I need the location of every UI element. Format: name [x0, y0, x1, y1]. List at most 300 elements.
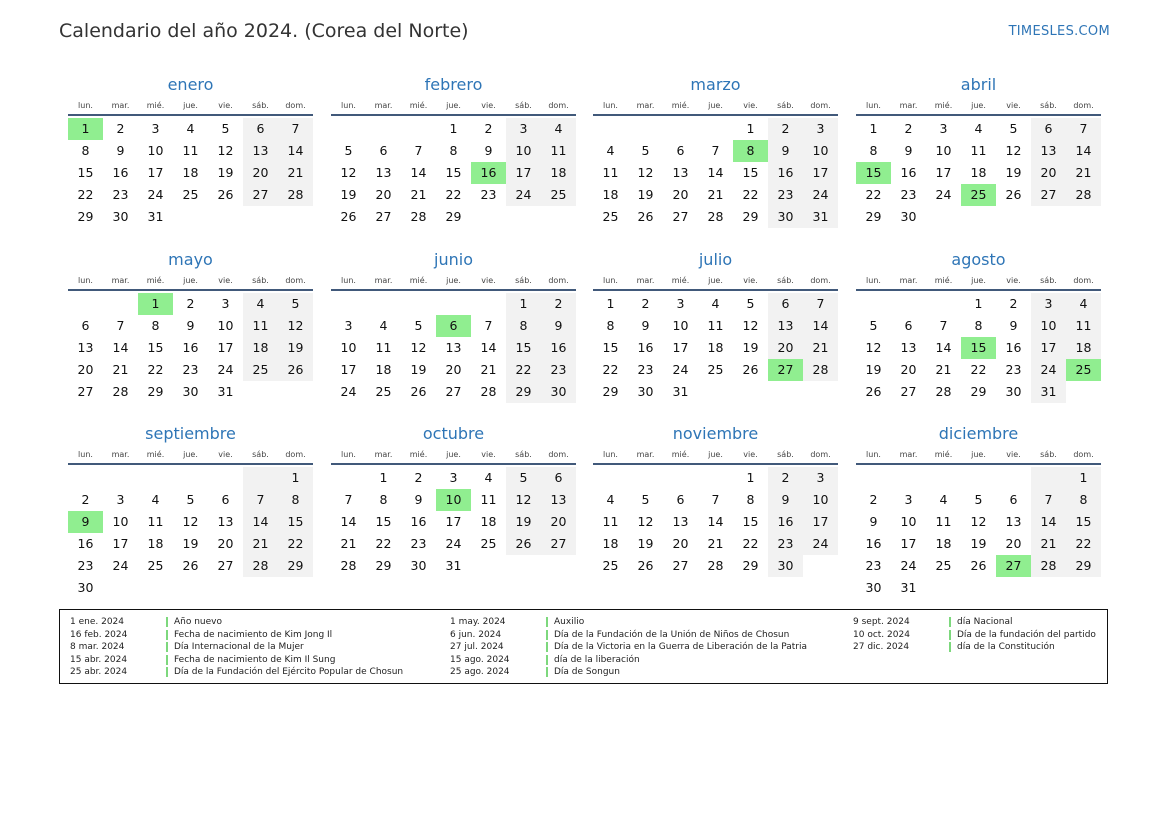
- day-cell[interactable]: 18: [182, 165, 199, 180]
- day-cell[interactable]: 28: [112, 384, 129, 399]
- day-cell[interactable]: 20: [375, 187, 392, 202]
- day-cell[interactable]: 3: [803, 467, 838, 489]
- day-cell[interactable]: 13: [77, 340, 94, 355]
- day-cell[interactable]: 4: [974, 121, 983, 136]
- day-cell[interactable]: 6: [1031, 118, 1066, 140]
- day-cell[interactable]: 24: [112, 558, 129, 573]
- day-cell[interactable]: 19: [217, 165, 234, 180]
- day-cell[interactable]: 31: [217, 384, 234, 399]
- day-cell[interactable]: 15: [278, 511, 313, 533]
- day-cell[interactable]: 8: [449, 143, 458, 158]
- day-cell[interactable]: 26: [217, 187, 234, 202]
- day-cell[interactable]: 20: [768, 337, 803, 359]
- day-cell[interactable]: 13: [243, 140, 278, 162]
- day-cell[interactable]: 22: [147, 362, 164, 377]
- day-cell[interactable]: 20: [900, 362, 917, 377]
- day-cell[interactable]: 12: [278, 315, 313, 337]
- day-cell[interactable]: 3: [151, 121, 160, 136]
- day-cell[interactable]: 10: [217, 318, 234, 333]
- day-cell[interactable]: 26: [742, 362, 759, 377]
- day-cell[interactable]: 28: [1066, 184, 1101, 206]
- day-cell[interactable]: 27: [375, 209, 392, 224]
- day-cell[interactable]: 14: [112, 340, 129, 355]
- day-cell[interactable]: 30: [768, 206, 803, 228]
- day-cell[interactable]: 2: [414, 470, 423, 485]
- day-cell[interactable]: 9: [869, 514, 878, 529]
- day-cell[interactable]: 18: [375, 362, 392, 377]
- day-cell[interactable]: 9: [541, 315, 576, 337]
- day-cell[interactable]: 25: [480, 536, 497, 551]
- day-cell[interactable]: 12: [742, 318, 759, 333]
- day-cell[interactable]: 22: [602, 362, 619, 377]
- day-cell[interactable]: 31: [445, 558, 462, 573]
- day-cell[interactable]: 7: [711, 143, 720, 158]
- day-cell[interactable]: 20: [672, 536, 689, 551]
- day-cell[interactable]: 15: [445, 165, 462, 180]
- day-cell[interactable]: 26: [410, 384, 427, 399]
- day-cell[interactable]: 12: [410, 340, 427, 355]
- day-cell[interactable]: 26: [278, 359, 313, 381]
- day-cell[interactable]: 26: [1005, 187, 1022, 202]
- day-cell[interactable]: 17: [445, 514, 462, 529]
- day-cell[interactable]: 10: [803, 140, 838, 162]
- day-cell[interactable]: 14: [243, 511, 278, 533]
- day-cell[interactable]: 15: [856, 162, 891, 184]
- day-cell[interactable]: 7: [414, 143, 423, 158]
- day-cell[interactable]: 1: [138, 293, 173, 315]
- day-cell[interactable]: 28: [1031, 555, 1066, 577]
- day-cell[interactable]: 14: [935, 340, 952, 355]
- day-cell[interactable]: 2: [484, 121, 493, 136]
- day-cell[interactable]: 3: [344, 318, 353, 333]
- day-cell[interactable]: 4: [606, 492, 615, 507]
- day-cell[interactable]: 13: [217, 514, 234, 529]
- day-cell[interactable]: 18: [602, 536, 619, 551]
- day-cell[interactable]: 9: [1009, 318, 1018, 333]
- day-cell[interactable]: 23: [900, 187, 917, 202]
- day-cell[interactable]: 3: [449, 470, 458, 485]
- day-cell[interactable]: 1: [278, 467, 313, 489]
- day-cell[interactable]: 3: [803, 118, 838, 140]
- day-cell[interactable]: 10: [112, 514, 129, 529]
- day-cell[interactable]: 4: [541, 118, 576, 140]
- day-cell[interactable]: 6: [904, 318, 913, 333]
- day-cell[interactable]: 1: [746, 121, 755, 136]
- day-cell[interactable]: 26: [970, 558, 987, 573]
- day-cell[interactable]: 29: [865, 209, 882, 224]
- day-cell[interactable]: 22: [445, 187, 462, 202]
- day-cell[interactable]: 29: [742, 558, 759, 573]
- day-cell[interactable]: 2: [81, 492, 90, 507]
- day-cell[interactable]: 2: [541, 293, 576, 315]
- day-cell[interactable]: 11: [243, 315, 278, 337]
- day-cell[interactable]: 21: [340, 536, 357, 551]
- day-cell[interactable]: 7: [116, 318, 125, 333]
- day-cell[interactable]: 21: [1031, 533, 1066, 555]
- day-cell[interactable]: 28: [480, 384, 497, 399]
- day-cell[interactable]: 21: [278, 162, 313, 184]
- day-cell[interactable]: 28: [707, 209, 724, 224]
- brand-link[interactable]: TIMESLES.COM: [1008, 24, 1110, 39]
- day-cell[interactable]: 17: [217, 340, 234, 355]
- day-cell[interactable]: 15: [961, 337, 996, 359]
- day-cell[interactable]: 31: [672, 384, 689, 399]
- day-cell[interactable]: 15: [602, 340, 619, 355]
- day-cell[interactable]: 4: [243, 293, 278, 315]
- day-cell[interactable]: 20: [243, 162, 278, 184]
- day-cell[interactable]: 14: [803, 315, 838, 337]
- day-cell[interactable]: 11: [602, 514, 619, 529]
- day-cell[interactable]: 6: [81, 318, 90, 333]
- day-cell[interactable]: 9: [484, 143, 493, 158]
- day-cell[interactable]: 28: [410, 209, 427, 224]
- day-cell[interactable]: 22: [865, 187, 882, 202]
- day-cell[interactable]: 27: [445, 384, 462, 399]
- day-cell[interactable]: 20: [1031, 162, 1066, 184]
- day-cell[interactable]: 7: [803, 293, 838, 315]
- day-cell[interactable]: 22: [278, 533, 313, 555]
- day-cell[interactable]: 8: [278, 489, 313, 511]
- day-cell[interactable]: 19: [637, 187, 654, 202]
- day-cell[interactable]: 17: [340, 362, 357, 377]
- day-cell[interactable]: 23: [410, 536, 427, 551]
- day-cell[interactable]: 10: [672, 318, 689, 333]
- day-cell[interactable]: 13: [541, 489, 576, 511]
- day-cell[interactable]: 7: [1066, 118, 1101, 140]
- day-cell[interactable]: 20: [672, 187, 689, 202]
- day-cell[interactable]: 26: [182, 558, 199, 573]
- day-cell[interactable]: 19: [742, 340, 759, 355]
- day-cell[interactable]: 26: [340, 209, 357, 224]
- day-cell[interactable]: 2: [869, 492, 878, 507]
- day-cell[interactable]: 1: [606, 296, 615, 311]
- day-cell[interactable]: 25: [375, 384, 392, 399]
- day-cell[interactable]: 18: [707, 340, 724, 355]
- day-cell[interactable]: 25: [243, 359, 278, 381]
- day-cell[interactable]: 11: [707, 318, 724, 333]
- day-cell[interactable]: 13: [900, 340, 917, 355]
- day-cell[interactable]: 5: [746, 296, 755, 311]
- day-cell[interactable]: 29: [445, 209, 462, 224]
- day-cell[interactable]: 8: [974, 318, 983, 333]
- day-cell[interactable]: 3: [116, 492, 125, 507]
- day-cell[interactable]: 5: [186, 492, 195, 507]
- day-cell[interactable]: 26: [637, 209, 654, 224]
- day-cell[interactable]: 31: [147, 209, 164, 224]
- day-cell[interactable]: 17: [112, 536, 129, 551]
- day-cell[interactable]: 10: [900, 514, 917, 529]
- day-cell[interactable]: 27: [243, 184, 278, 206]
- day-cell[interactable]: 7: [278, 118, 313, 140]
- day-cell[interactable]: 16: [865, 536, 882, 551]
- day-cell[interactable]: 30: [182, 384, 199, 399]
- day-cell[interactable]: 9: [68, 511, 103, 533]
- day-cell[interactable]: 25: [1066, 359, 1101, 381]
- day-cell[interactable]: 6: [221, 492, 230, 507]
- day-cell[interactable]: 12: [865, 340, 882, 355]
- day-cell[interactable]: 21: [707, 536, 724, 551]
- day-cell[interactable]: 10: [147, 143, 164, 158]
- day-cell[interactable]: 29: [1066, 555, 1101, 577]
- day-cell[interactable]: 15: [742, 165, 759, 180]
- day-cell[interactable]: 19: [970, 536, 987, 551]
- day-cell[interactable]: 30: [541, 381, 576, 403]
- day-cell[interactable]: 2: [768, 118, 803, 140]
- day-cell[interactable]: 23: [768, 184, 803, 206]
- day-cell[interactable]: 4: [186, 121, 195, 136]
- day-cell[interactable]: 4: [711, 296, 720, 311]
- day-cell[interactable]: 30: [768, 555, 803, 577]
- day-cell[interactable]: 21: [1066, 162, 1101, 184]
- day-cell[interactable]: 2: [641, 296, 650, 311]
- day-cell[interactable]: 1: [506, 293, 541, 315]
- day-cell[interactable]: 30: [637, 384, 654, 399]
- day-cell[interactable]: 21: [480, 362, 497, 377]
- day-cell[interactable]: 15: [77, 165, 94, 180]
- day-cell[interactable]: 31: [900, 580, 917, 595]
- day-cell[interactable]: 18: [935, 536, 952, 551]
- day-cell[interactable]: 28: [243, 555, 278, 577]
- day-cell[interactable]: 2: [116, 121, 125, 136]
- day-cell[interactable]: 7: [484, 318, 493, 333]
- day-cell[interactable]: 21: [112, 362, 129, 377]
- day-cell[interactable]: 12: [1005, 143, 1022, 158]
- day-cell[interactable]: 9: [414, 492, 423, 507]
- day-cell[interactable]: 24: [672, 362, 689, 377]
- day-cell[interactable]: 4: [939, 492, 948, 507]
- day-cell[interactable]: 28: [803, 359, 838, 381]
- day-cell[interactable]: 1: [974, 296, 983, 311]
- day-cell[interactable]: 1: [869, 121, 878, 136]
- day-cell[interactable]: 20: [1005, 536, 1022, 551]
- day-cell[interactable]: 2: [768, 467, 803, 489]
- day-cell[interactable]: 22: [742, 187, 759, 202]
- day-cell[interactable]: 24: [900, 558, 917, 573]
- day-cell[interactable]: 11: [970, 143, 987, 158]
- day-cell[interactable]: 6: [541, 467, 576, 489]
- day-cell[interactable]: 29: [742, 209, 759, 224]
- day-cell[interactable]: 23: [112, 187, 129, 202]
- day-cell[interactable]: 27: [217, 558, 234, 573]
- day-cell[interactable]: 4: [484, 470, 493, 485]
- day-cell[interactable]: 2: [1009, 296, 1018, 311]
- day-cell[interactable]: 6: [436, 315, 471, 337]
- day-cell[interactable]: 31: [803, 206, 838, 228]
- day-cell[interactable]: 8: [151, 318, 160, 333]
- day-cell[interactable]: 1: [449, 121, 458, 136]
- day-cell[interactable]: 3: [676, 296, 685, 311]
- day-cell[interactable]: 27: [1031, 184, 1066, 206]
- day-cell[interactable]: 3: [221, 296, 230, 311]
- day-cell[interactable]: 30: [77, 580, 94, 595]
- day-cell[interactable]: 4: [379, 318, 388, 333]
- day-cell[interactable]: 14: [1031, 511, 1066, 533]
- day-cell[interactable]: 16: [1005, 340, 1022, 355]
- day-cell[interactable]: 3: [939, 121, 948, 136]
- day-cell[interactable]: 5: [1009, 121, 1018, 136]
- day-cell[interactable]: 16: [410, 514, 427, 529]
- day-cell[interactable]: 26: [637, 558, 654, 573]
- day-cell[interactable]: 7: [711, 492, 720, 507]
- day-cell[interactable]: 12: [970, 514, 987, 529]
- day-cell[interactable]: 10: [935, 143, 952, 158]
- day-cell[interactable]: 23: [480, 187, 497, 202]
- day-cell[interactable]: 28: [278, 184, 313, 206]
- day-cell[interactable]: 18: [243, 337, 278, 359]
- day-cell[interactable]: 14: [707, 165, 724, 180]
- day-cell[interactable]: 25: [602, 209, 619, 224]
- day-cell[interactable]: 19: [1005, 165, 1022, 180]
- day-cell[interactable]: 3: [1031, 293, 1066, 315]
- day-cell[interactable]: 5: [641, 492, 650, 507]
- day-cell[interactable]: 26: [506, 533, 541, 555]
- day-cell[interactable]: 4: [1066, 293, 1101, 315]
- day-cell[interactable]: 24: [217, 362, 234, 377]
- day-cell[interactable]: 22: [1066, 533, 1101, 555]
- day-cell[interactable]: 17: [1031, 337, 1066, 359]
- day-cell[interactable]: 11: [182, 143, 199, 158]
- day-cell[interactable]: 25: [182, 187, 199, 202]
- day-cell[interactable]: 17: [803, 511, 838, 533]
- day-cell[interactable]: 23: [865, 558, 882, 573]
- day-cell[interactable]: 17: [935, 165, 952, 180]
- day-cell[interactable]: 11: [602, 165, 619, 180]
- day-cell[interactable]: 9: [904, 143, 913, 158]
- day-cell[interactable]: 10: [803, 489, 838, 511]
- day-cell[interactable]: 18: [147, 536, 164, 551]
- day-cell[interactable]: 4: [151, 492, 160, 507]
- day-cell[interactable]: 26: [865, 384, 882, 399]
- day-cell[interactable]: 27: [672, 209, 689, 224]
- day-cell[interactable]: 19: [637, 536, 654, 551]
- day-cell[interactable]: 18: [480, 514, 497, 529]
- day-cell[interactable]: 5: [869, 318, 878, 333]
- day-cell[interactable]: 14: [410, 165, 427, 180]
- day-cell[interactable]: 25: [707, 362, 724, 377]
- day-cell[interactable]: 30: [112, 209, 129, 224]
- day-cell[interactable]: 23: [1005, 362, 1022, 377]
- day-cell[interactable]: 31: [1031, 381, 1066, 403]
- day-cell[interactable]: 12: [637, 165, 654, 180]
- day-cell[interactable]: 20: [445, 362, 462, 377]
- day-cell[interactable]: 19: [506, 511, 541, 533]
- day-cell[interactable]: 14: [480, 340, 497, 355]
- day-cell[interactable]: 5: [641, 143, 650, 158]
- day-cell[interactable]: 16: [541, 337, 576, 359]
- day-cell[interactable]: 19: [182, 536, 199, 551]
- day-cell[interactable]: 29: [77, 209, 94, 224]
- day-cell[interactable]: 28: [707, 558, 724, 573]
- day-cell[interactable]: 23: [77, 558, 94, 573]
- day-cell[interactable]: 25: [602, 558, 619, 573]
- day-cell[interactable]: 21: [410, 187, 427, 202]
- day-cell[interactable]: 16: [637, 340, 654, 355]
- day-cell[interactable]: 9: [186, 318, 195, 333]
- day-cell[interactable]: 12: [637, 514, 654, 529]
- day-cell[interactable]: 14: [707, 514, 724, 529]
- day-cell[interactable]: 24: [506, 184, 541, 206]
- day-cell[interactable]: 11: [1066, 315, 1101, 337]
- day-cell[interactable]: 16: [900, 165, 917, 180]
- day-cell[interactable]: 10: [506, 140, 541, 162]
- day-cell[interactable]: 13: [672, 514, 689, 529]
- day-cell[interactable]: 15: [1066, 511, 1101, 533]
- day-cell[interactable]: 9: [768, 489, 803, 511]
- day-cell[interactable]: 29: [278, 555, 313, 577]
- day-cell[interactable]: 20: [77, 362, 94, 377]
- day-cell[interactable]: 15: [506, 337, 541, 359]
- day-cell[interactable]: 12: [506, 489, 541, 511]
- day-cell[interactable]: 7: [1031, 489, 1066, 511]
- day-cell[interactable]: 13: [768, 315, 803, 337]
- day-cell[interactable]: 15: [147, 340, 164, 355]
- day-cell[interactable]: 27: [900, 384, 917, 399]
- day-cell[interactable]: 16: [112, 165, 129, 180]
- day-cell[interactable]: 9: [116, 143, 125, 158]
- day-cell[interactable]: 27: [996, 555, 1031, 577]
- day-cell[interactable]: 24: [147, 187, 164, 202]
- day-cell[interactable]: 13: [1005, 514, 1022, 529]
- day-cell[interactable]: 8: [1066, 489, 1101, 511]
- day-cell[interactable]: 3: [506, 118, 541, 140]
- day-cell[interactable]: 29: [147, 384, 164, 399]
- day-cell[interactable]: 16: [77, 536, 94, 551]
- day-cell[interactable]: 24: [445, 536, 462, 551]
- day-cell[interactable]: 11: [935, 514, 952, 529]
- day-cell[interactable]: 23: [637, 362, 654, 377]
- day-cell[interactable]: 30: [410, 558, 427, 573]
- day-cell[interactable]: 16: [182, 340, 199, 355]
- day-cell[interactable]: 10: [436, 489, 471, 511]
- day-cell[interactable]: 10: [1031, 315, 1066, 337]
- day-cell[interactable]: 17: [803, 162, 838, 184]
- day-cell[interactable]: 25: [147, 558, 164, 573]
- day-cell[interactable]: 22: [970, 362, 987, 377]
- day-cell[interactable]: 15: [375, 514, 392, 529]
- day-cell[interactable]: 4: [606, 143, 615, 158]
- day-cell[interactable]: 9: [641, 318, 650, 333]
- day-cell[interactable]: 8: [379, 492, 388, 507]
- day-cell[interactable]: 27: [541, 533, 576, 555]
- day-cell[interactable]: 7: [939, 318, 948, 333]
- day-cell[interactable]: 18: [970, 165, 987, 180]
- day-cell[interactable]: 18: [1066, 337, 1101, 359]
- day-cell[interactable]: 30: [900, 209, 917, 224]
- day-cell[interactable]: 11: [147, 514, 164, 529]
- day-cell[interactable]: 7: [243, 489, 278, 511]
- day-cell[interactable]: 20: [541, 511, 576, 533]
- day-cell[interactable]: 20: [217, 536, 234, 551]
- day-cell[interactable]: 29: [375, 558, 392, 573]
- day-cell[interactable]: 13: [375, 165, 392, 180]
- day-cell[interactable]: 28: [340, 558, 357, 573]
- day-cell[interactable]: 16: [768, 162, 803, 184]
- day-cell[interactable]: 22: [77, 187, 94, 202]
- day-cell[interactable]: 24: [1031, 359, 1066, 381]
- day-cell[interactable]: 21: [935, 362, 952, 377]
- day-cell[interactable]: 21: [707, 187, 724, 202]
- day-cell[interactable]: 8: [746, 492, 755, 507]
- day-cell[interactable]: 22: [742, 536, 759, 551]
- day-cell[interactable]: 24: [803, 184, 838, 206]
- day-cell[interactable]: 13: [445, 340, 462, 355]
- day-cell[interactable]: 30: [1005, 384, 1022, 399]
- day-cell[interactable]: 1: [379, 470, 388, 485]
- day-cell[interactable]: 10: [340, 340, 357, 355]
- day-cell[interactable]: 1: [1066, 467, 1101, 489]
- day-cell[interactable]: 27: [672, 558, 689, 573]
- day-cell[interactable]: 9: [768, 140, 803, 162]
